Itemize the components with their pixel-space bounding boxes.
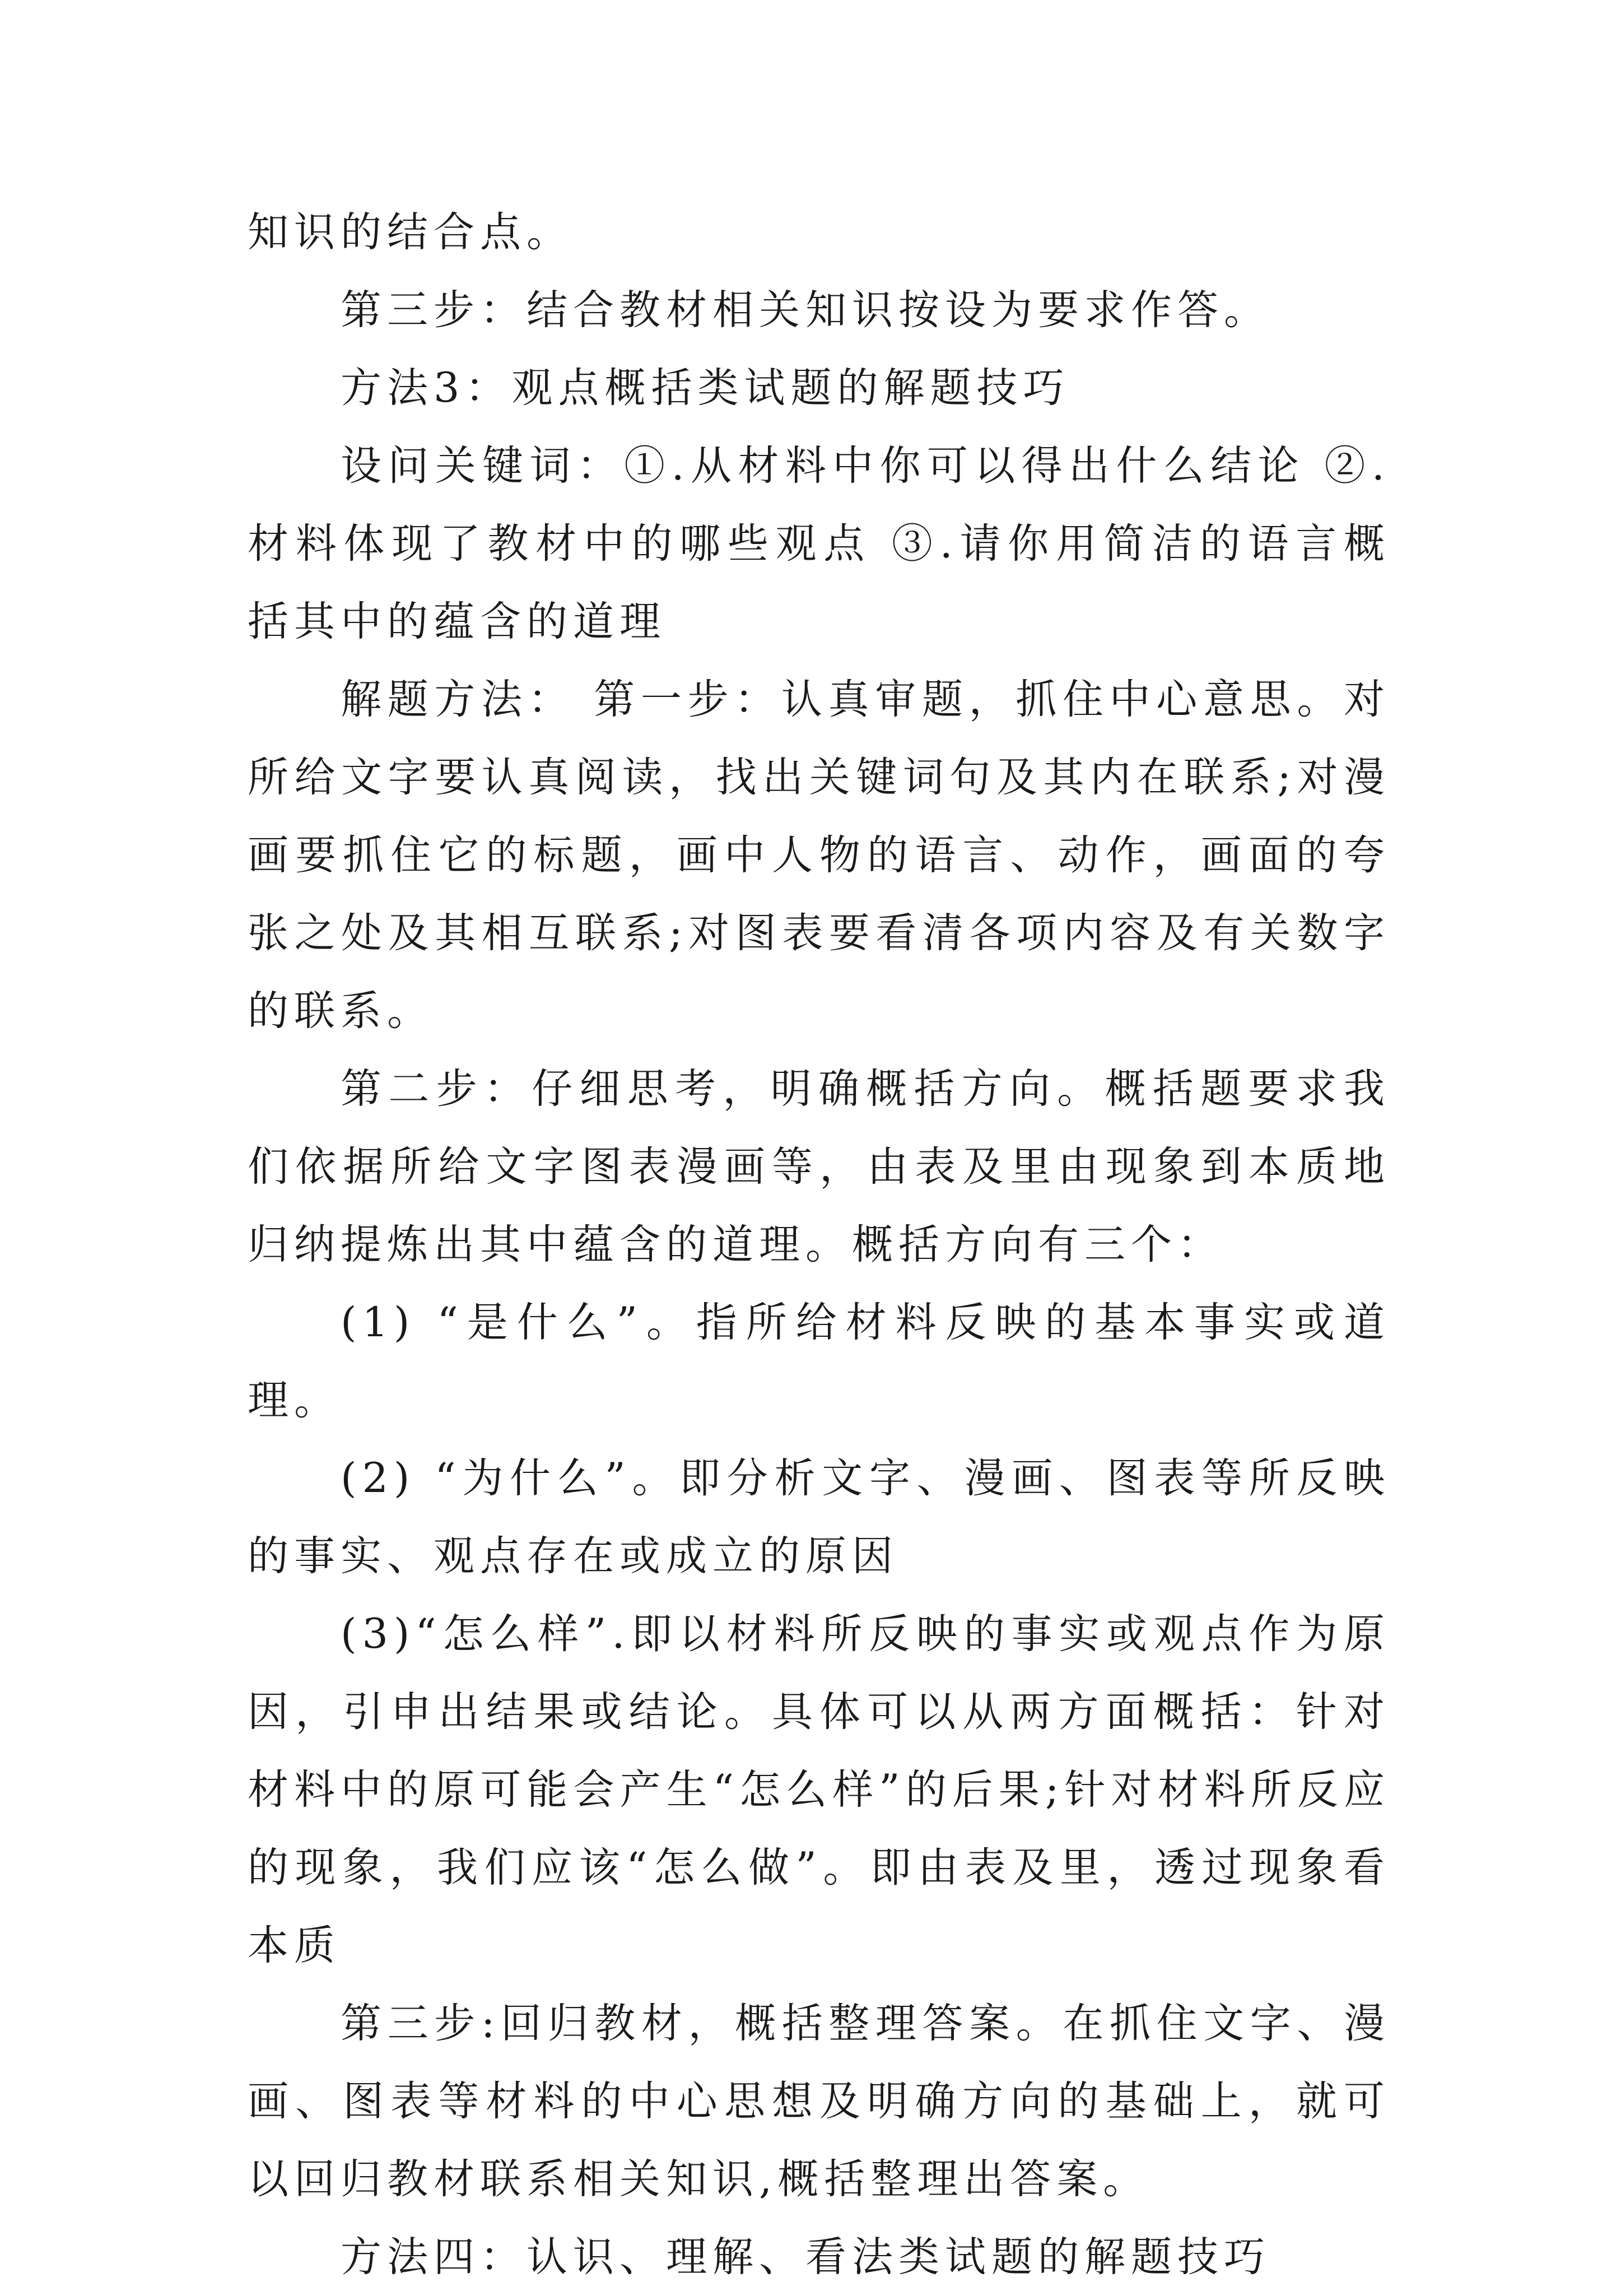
document-body <box>248 193 1390 2296</box>
paragraph-method-4-heading: 方法四：认识、理解、看法类试题的解题技巧 <box>341 2233 1270 2281</box>
paragraph-continuation: 知识的结合点。 <box>248 208 573 256</box>
paragraph-direction-1: (1) “是什么”。指所给材料反映的基本事实或道理。 <box>248 1299 1390 1424</box>
paragraph-direction-2: (2) “为什么”。即分析文字、漫画、图表等所反映的事实、观点存在或成立的原因 <box>248 1454 1390 1580</box>
paragraph-step-two: 第二步：仔细思考，明确概括方向。概括题要求我们依据所给文字图表漫画等，由表及里由现象到本质地归纳提炼出其中蕴含的道理。概括方向有三个： <box>248 1065 1390 1268</box>
paragraph-method-3-heading: 方法3：观点概括类试题的解题技巧 <box>341 364 1070 412</box>
paragraph-step-three: 第三步：结合教材相关知识按设为要求作答。 <box>341 286 1270 334</box>
paragraph-direction-3: (3)“怎么样”.即以材料所反映的事实或观点作为原因，引申出结果或结论。具体可以从两方面概括：针对材料中的原可能会产生“怎么样”的后果;针对材料所反应的现象，我们应该“怎么做”。即由表及里，透过现象看本质 <box>248 1610 1390 1969</box>
paragraph-question-keywords: 设问关键词：①.从材料中你可以得出什么结论 ②.材料体现了教材中的哪些观点 ③.请你用简洁的语言概括其中的蕴含的道理 <box>248 442 1390 645</box>
paragraph-solving-method: 解题方法： 第一步：认真审题，抓住中心意思。对所给文字要认真阅读，找出关键词句及其内在联系;对漫画要抓住它的标题，画中人物的语言、动作，画面的夸张之处及其相互联系;对图表要看清各项内容及有关数字的联系。 <box>248 676 1390 1035</box>
paragraph-step-three-return: 第三步:回归教材，概括整理答案。在抓住文字、漫画、图表等材料的中心思想及明确方向的基础上，就可以回归教材联系相关知识,概括整理出答案。 <box>248 2000 1390 2203</box>
